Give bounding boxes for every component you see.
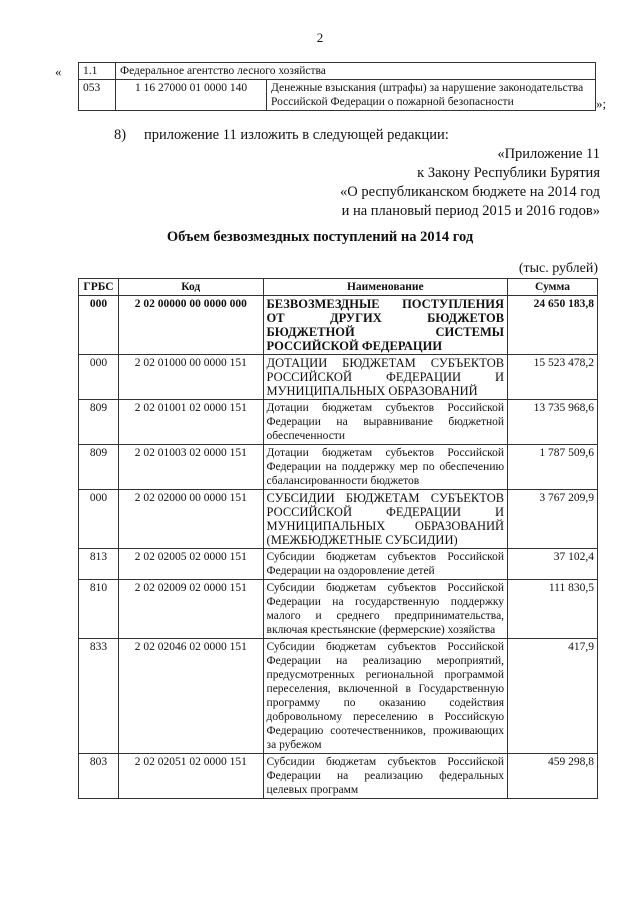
table-row: [79, 400, 598, 445]
header-grbs: ГРБС: [79, 279, 119, 296]
instruction: [114, 127, 449, 144]
cell-name: Субсидии бюджетам субъектов Российской Федерации на государственную поддержку малого и среднего предпринимательства, включая крестьянские (фермерские) хозяйства: [263, 580, 508, 639]
receipts-table-body: [79, 296, 598, 799]
table-row: [79, 549, 598, 580]
header-name: Наименование: [263, 279, 508, 296]
top-cell-name: Денежные взыскания (штрафы) за нарушение законодательства Российской Федерации о пожарной безопасности: [267, 80, 596, 111]
cell-grbs: 000: [79, 355, 119, 400]
cell-sum: 37 102,4: [508, 549, 598, 580]
instruction-text: приложение 11 изложить в следующей редакции:: [144, 127, 449, 143]
cell-grbs: 000: [79, 296, 119, 355]
table-row: [79, 355, 598, 400]
table-row: [79, 639, 598, 754]
appendix-header: [340, 145, 600, 221]
cell-code: 2 02 01001 02 0000 151: [118, 400, 263, 445]
appendix-line: «О республиканском бюджете на 2014 год: [340, 184, 600, 200]
cell-code: 2 02 01000 00 0000 151: [118, 355, 263, 400]
appendix-line: и на плановый период 2015 и 2016 годов»: [341, 203, 600, 219]
table-row: [79, 490, 598, 549]
cell-code: 2 02 02005 02 0000 151: [118, 549, 263, 580]
cell-code: 2 02 02009 02 0000 151: [118, 580, 263, 639]
page-number: 2: [316, 30, 324, 45]
cell-sum: 13 735 968,6: [508, 400, 598, 445]
cell-name: Субсидии бюджетам субъектов Российской Федерации на реализацию мероприятий, предусмотренных региональной программой переселения, включенной в Государственную программу по оказанию содействия добровольному переселению в Российскую Федерацию соотечественников, проживающих за рубежом: [263, 639, 508, 754]
top-table-row: [79, 80, 596, 111]
cell-code: 2 02 00000 00 0000 000: [118, 296, 263, 355]
table-row: [79, 580, 598, 639]
cell-grbs: 803: [79, 754, 119, 799]
top-cell-index: 1.1: [79, 63, 116, 80]
top-cell-code: 1 16 27000 01 0000 140: [116, 80, 267, 111]
cell-code: 2 02 02000 00 0000 151: [118, 490, 263, 549]
table-row: [79, 296, 598, 355]
appendix-line: к Закону Республики Бурятия: [417, 165, 600, 181]
top-cell-agency: Федеральное агентство лесного хозяйства: [116, 63, 596, 80]
receipts-table: [78, 278, 598, 799]
cell-grbs: 833: [79, 639, 119, 754]
cell-sum: 24 650 183,8: [508, 296, 598, 355]
cell-code: 2 02 01003 02 0000 151: [118, 445, 263, 490]
cell-grbs: 809: [79, 400, 119, 445]
appendix-line: «Приложение 11: [497, 146, 600, 162]
cell-sum: 459 298,8: [508, 754, 598, 799]
cell-sum: 1 787 509,6: [508, 445, 598, 490]
cell-sum: 417,9: [508, 639, 598, 754]
top-cell-index: 053: [79, 80, 116, 111]
top-table-row: [79, 63, 596, 80]
header-sum: Сумма: [508, 279, 598, 296]
cell-grbs: 813: [79, 549, 119, 580]
document-title: Объем безвозмездных поступлений на 2014 год: [166, 229, 474, 245]
cell-name: ДОТАЦИИ БЮДЖЕТАМ СУБЪЕКТОВ РОССИЙСКОЙ ФЕДЕРАЦИИ И МУНИЦИПАЛЬНЫХ ОБРАЗОВАНИЙ: [263, 355, 508, 400]
table-row: [79, 754, 598, 799]
cell-name: Дотации бюджетам субъектов Российской Федерации на поддержку мер по обеспечению сбалансированности бюджетов: [263, 445, 508, 490]
quote-open: «: [55, 64, 62, 79]
units-label: (тыс. рублей): [518, 261, 598, 276]
table-header-row: [79, 279, 598, 296]
cell-name: Субсидии бюджетам субъектов Российской Федерации на реализацию федеральных целевых программ: [263, 754, 508, 799]
table-row: [79, 445, 598, 490]
header-code: Код: [118, 279, 263, 296]
instruction-number: 8): [114, 127, 127, 143]
top-table: [78, 62, 596, 111]
cell-code: 2 02 02051 02 0000 151: [118, 754, 263, 799]
cell-code: 2 02 02046 02 0000 151: [118, 639, 263, 754]
cell-name: Дотации бюджетам субъектов Российской Федерации на выравнивание бюджетной обеспеченности: [263, 400, 508, 445]
cell-grbs: 809: [79, 445, 119, 490]
cell-name: БЕЗВОЗМЕЗДНЫЕ ПОСТУПЛЕНИЯ ОТ ДРУГИХ БЮДЖЕТОВ БЮДЖЕТНОЙ СИСТЕМЫ РОССИЙСКОЙ ФЕДЕРАЦИИ: [263, 296, 508, 355]
cell-name: Субсидии бюджетам субъектов Российской Федерации на оздоровление детей: [263, 549, 508, 580]
cell-grbs: 810: [79, 580, 119, 639]
cell-grbs: 000: [79, 490, 119, 549]
cell-sum: 15 523 478,2: [508, 355, 598, 400]
top-table-body: [79, 63, 596, 111]
cell-name: СУБСИДИИ БЮДЖЕТАМ СУБЪЕКТОВ РОССИЙСКОЙ ФЕДЕРАЦИИ И МУНИЦИПАЛЬНЫХ ОБРАЗОВАНИЙ (МЕЖБЮДЖЕТНЫЕ СУБСИДИИ): [263, 490, 508, 549]
quote-close: »;: [596, 96, 607, 111]
cell-sum: 3 767 209,9: [508, 490, 598, 549]
cell-sum: 111 830,5: [508, 580, 598, 639]
